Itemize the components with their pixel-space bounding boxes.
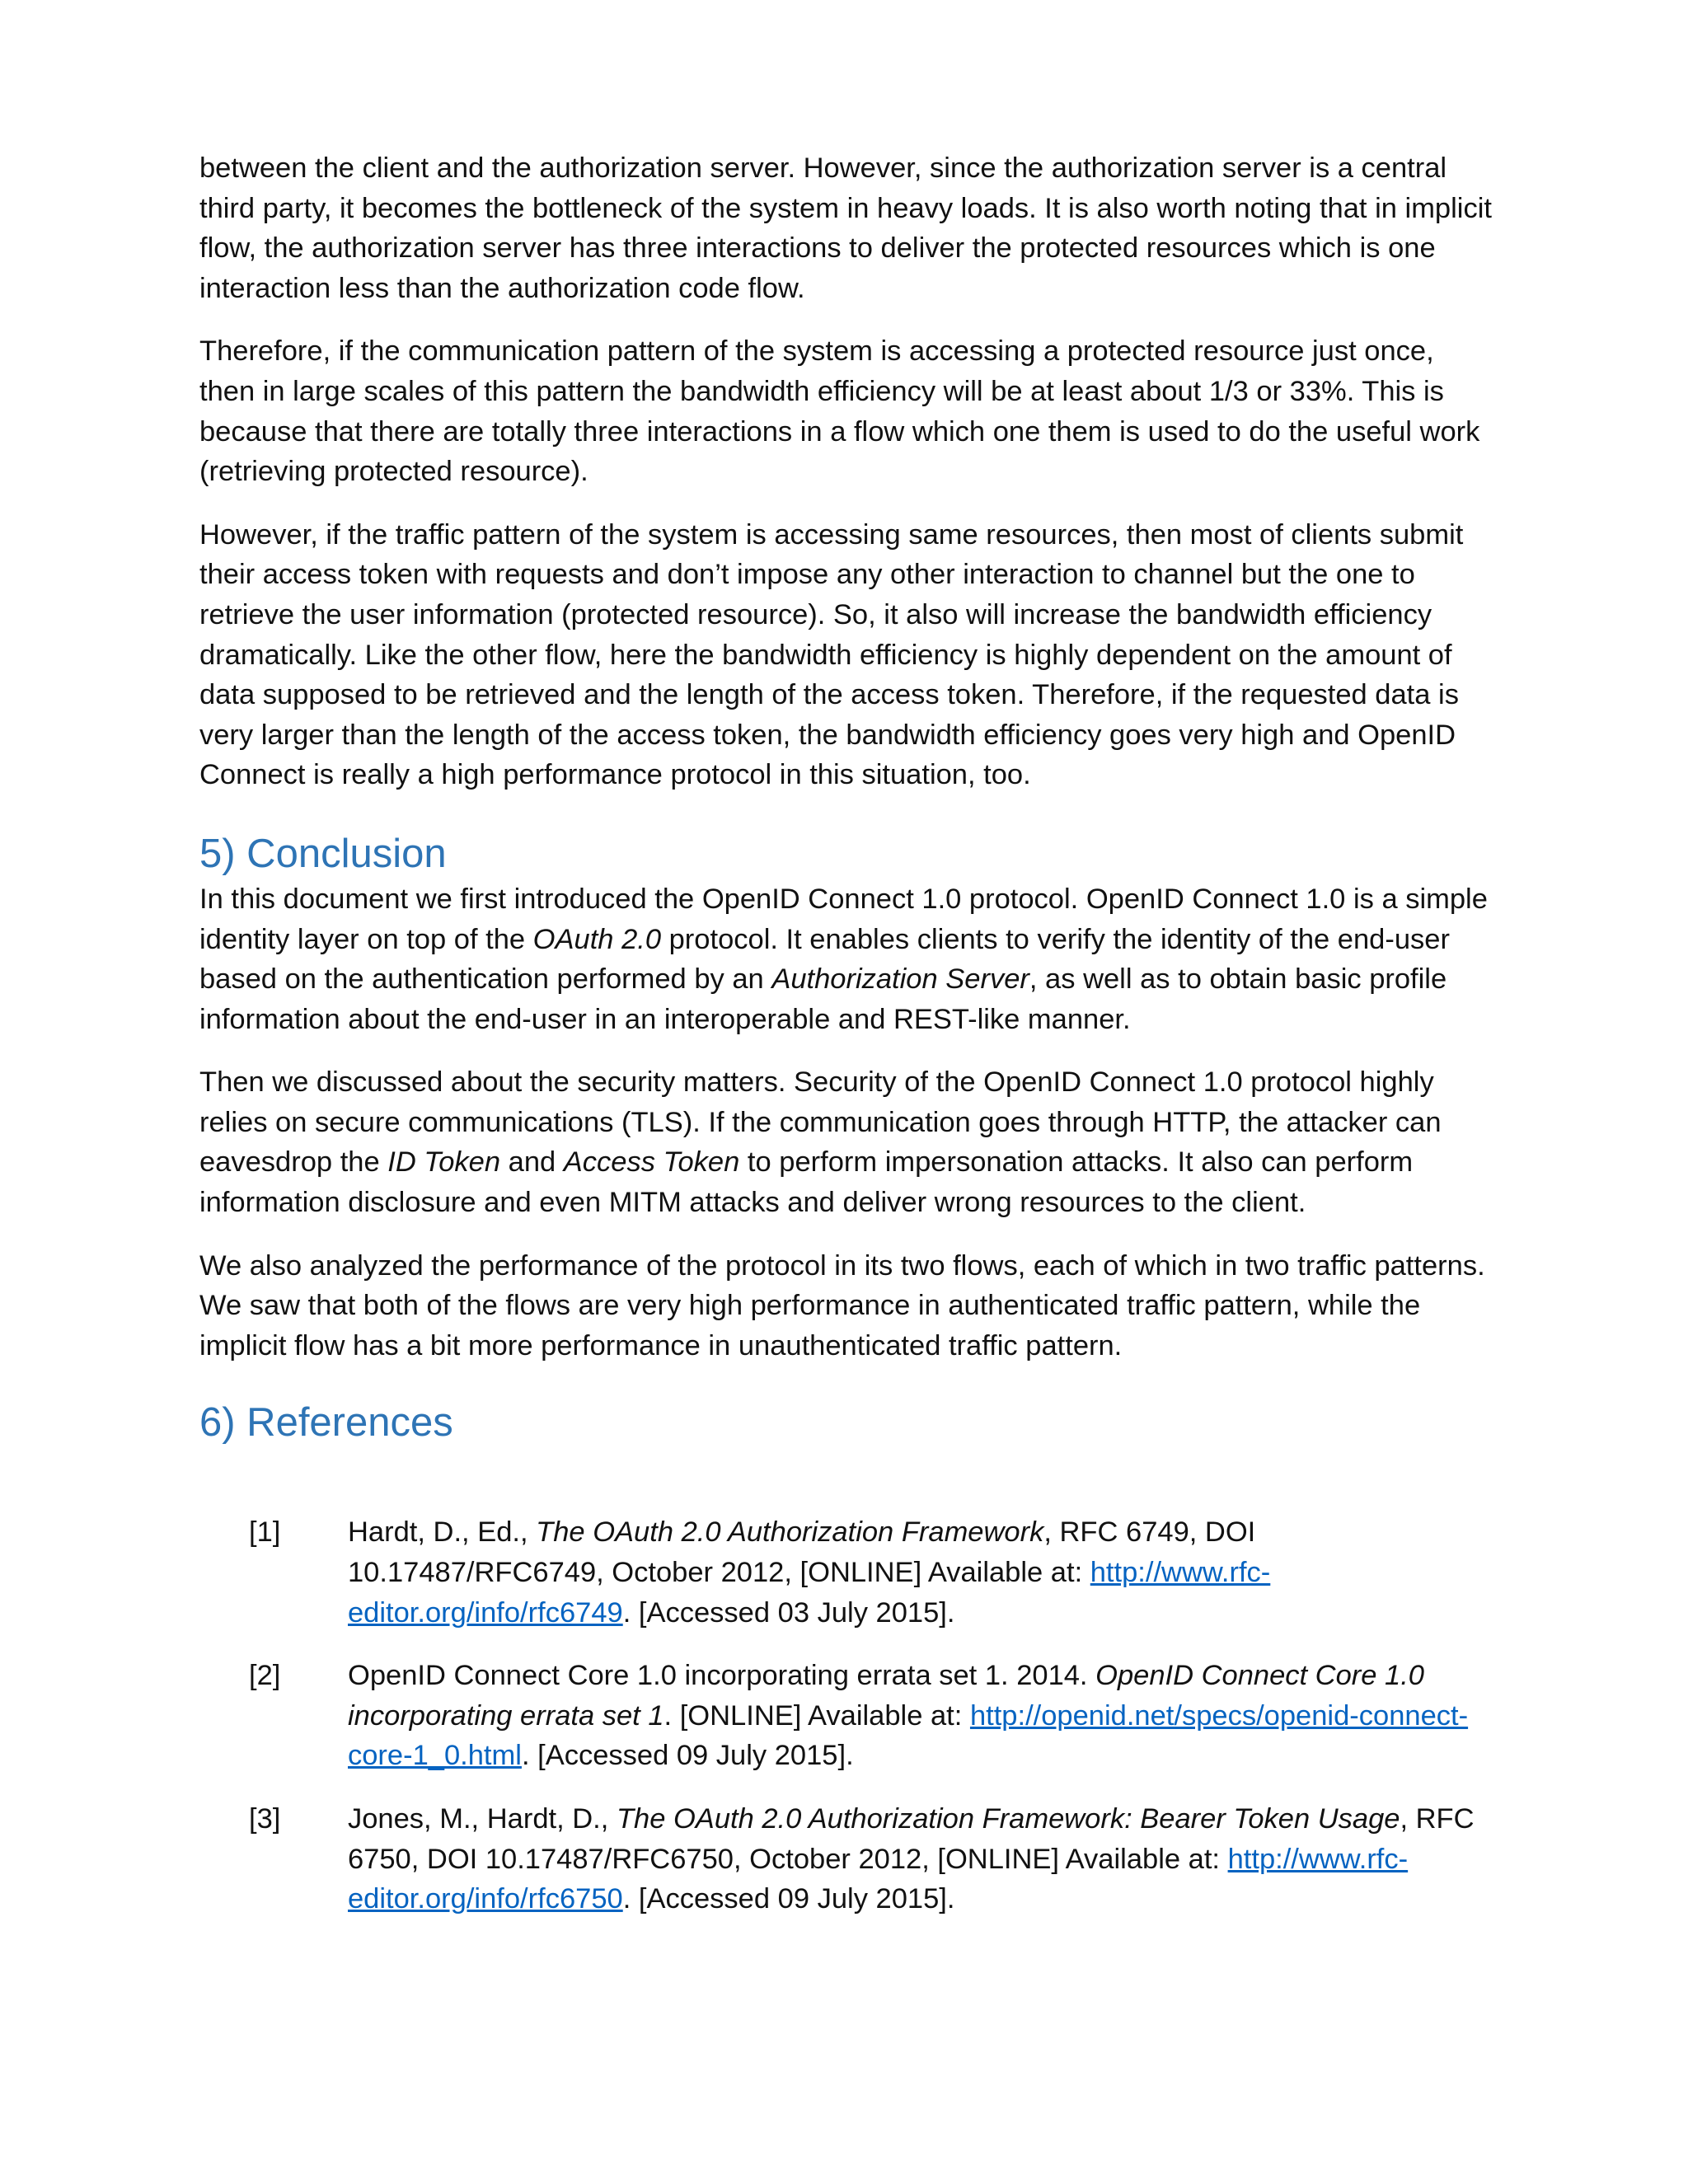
performance-paragraph-1: between the client and the authorization server. However, since the authorization server is a central third party, it becomes the bottleneck of the system in heavy loads. It is also worth noting that in implicit flow, the authorization server has three interactions to deliver the protected resources which is one interaction less than the authorization code flow. [199, 152, 1492, 304]
conclusion-heading: 5) Conclusion [199, 831, 447, 876]
reference-item-1 [249, 1512, 1493, 1633]
reference-list [199, 1512, 1493, 1919]
reference-item-3 [249, 1799, 1493, 1919]
reference-accessed: . [Accessed 03 July 2015]. [622, 1596, 955, 1629]
reference-accessed: . [Accessed 09 July 2015]. [521, 1740, 854, 1772]
text-run: , as well as to obtain basic profile information about the end-user in an interoperable and REST-like manner. [199, 963, 1447, 1035]
conclusion-paragraph-1 [199, 879, 1493, 1039]
reference-number: [2] [249, 1660, 281, 1692]
reference-link[interactable]: http://openid.net/specs/openid-connect-core-1_0.html [348, 1699, 1469, 1772]
reference-details: , RFC 6749, DOI 10.17487/RFC6749, October 2012, [ONLINE] Available at: [348, 1516, 1256, 1589]
italic-term-authorization-server: Authorization Server [771, 963, 1029, 996]
reference-details: . [ONLINE] Available at: [663, 1699, 970, 1732]
reference-accessed: . [Accessed 09 July 2015]. [622, 1883, 955, 1915]
text-run: to perform impersonation attacks. It also can perform information disclosure and even MITM attacks and deliver wrong resources to the client. [199, 1146, 1414, 1219]
reference-item-2 [249, 1656, 1493, 1776]
reference-authors: Hardt, D., Ed., [348, 1516, 537, 1549]
reference-number: [1] [249, 1516, 281, 1549]
text-run: In this document we first introduced the OpenID Connect 1.0 protocol. OpenID Connect 1.0 is a simple identity layer on top of the [199, 883, 1488, 955]
italic-term-id-token: ID Token [387, 1146, 501, 1179]
performance-paragraph-2: Therefore, if the communication pattern of the system is accessing a protected resource just once, then in large scales of this pattern the bandwidth efficiency will be at least about 1/3 or 33%. This is because that there are totally three interactions in a flow which one them is used to do the useful work (retrieving protected resource). [199, 335, 1480, 488]
performance-paragraph-3: However, if the traffic pattern of the system is accessing same resources, then most of clients submit their access token with requests and don’t impose any other interaction to channel but the one to retrieve the user information (protected resource). So, it also will increase the bandwidth efficiency dramatically. Like the other flow, here the bandwidth efficiency is highly dependent on the amount of data supposed to be retrieved and the length of the access token. Therefore, if the requested data is very larger than the length of the access token, the bandwidth efficiency goes very high and OpenID Connect is really a high performance protocol in this situation, too. [199, 518, 1464, 791]
conclusion-paragraph-2 [199, 1062, 1493, 1222]
reference-title: The OAuth 2.0 Authorization Framework [536, 1516, 1044, 1549]
reference-number: [3] [249, 1803, 281, 1835]
conclusion-paragraph-3: We also analyzed the performance of the protocol in its two flows, each of which in two traffic patterns. We saw that both of the flows are very high performance in authenticated traffic pattern, while the implicit flow has a bit more performance in unauthenticated traffic pattern. [199, 1249, 1485, 1361]
italic-term-access-token: Access Token [563, 1146, 740, 1179]
reference-title: OpenID Connect Core 1.0 incorporating errata set 1 [348, 1660, 1424, 1732]
reference-authors: OpenID Connect Core 1.0 incorporating errata set 1. 2014. [348, 1660, 1096, 1692]
reference-details: , RFC 6750, DOI 10.17487/RFC6750, October 2012, [ONLINE] Available at: [348, 1803, 1475, 1875]
page-content [199, 148, 1493, 1943]
text-run: and [500, 1146, 564, 1179]
references-heading: 6) References [199, 1400, 453, 1446]
text-run: Then we discussed about the security matters. Security of the OpenID Connect 1.0 protocol highly relies on secure communications (TLS). If the communication goes through HTTP, the attacker can eavesdrop the [199, 1066, 1442, 1179]
italic-term-oauth: OAuth 2.0 [532, 923, 662, 955]
text-run: protocol. It enables clients to verify the identity of the end-user based on the authentication performed by an [199, 923, 1450, 996]
reference-link[interactable]: http://www.rfc-editor.org/info/rfc6750 [348, 1843, 1409, 1915]
reference-authors: Jones, M., Hardt, D., [348, 1803, 617, 1835]
reference-title: The OAuth 2.0 Authorization Framework: Bearer Token Usage [616, 1803, 1400, 1835]
reference-link[interactable]: http://www.rfc-editor.org/info/rfc6749 [348, 1557, 1271, 1629]
